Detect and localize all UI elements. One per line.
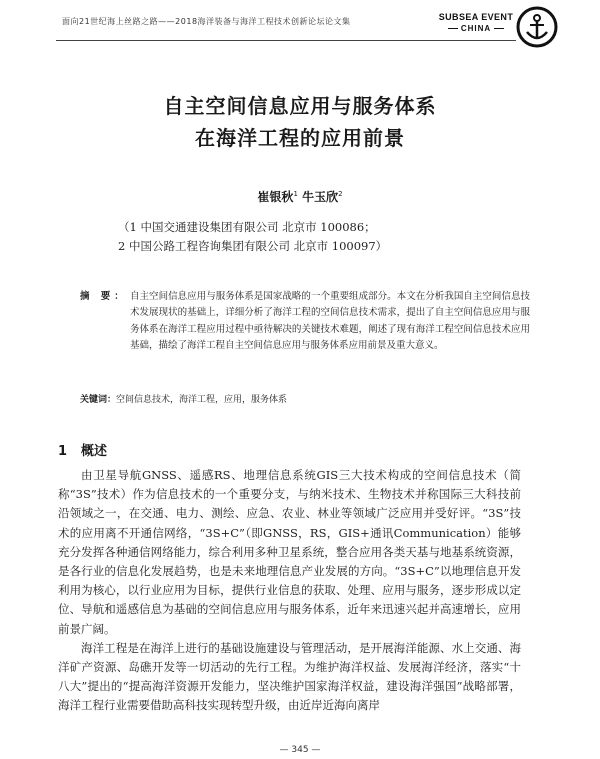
- body-text: [58, 466, 521, 716]
- abstract-label: 摘 要：: [80, 291, 128, 302]
- author-2-affiliation: 2: [338, 190, 343, 198]
- running-header: 面向21世纪海上丝路之路——2018海洋装备与海洋工程技术创新论坛论文集: [62, 17, 351, 26]
- keywords-text: 空间信息技术，海洋工程，应用，服务体系: [116, 395, 288, 405]
- title-line1: 自主空间信息应用与服务体系: [163, 94, 437, 118]
- paragraph-2: 海洋工程是在海洋上进行的基础设施建设与管理活动，是开展海洋能源、水上交通、海洋矿产资源、岛礁开发等一切活动的先行工程。为维护海洋权益、发展海洋经济，落实“十八大”提出的“提高海洋资源开发能力，坚决维护国家海洋权益，建设海洋强国”战略部署，海洋工程行业需要借助高科技实现转型升级，由近岸近海向离岸: [58, 640, 521, 713]
- page-number: — 345 —: [279, 745, 321, 755]
- section-title: 概述: [81, 444, 108, 459]
- brand-line2: CHINA: [436, 24, 516, 33]
- title-line2: 在海洋工程的应用前景: [195, 126, 405, 150]
- keywords-label: 关键词：: [80, 395, 117, 405]
- brand-mark: [436, 12, 516, 33]
- paragraph-1: 由卫星导航GNSS、遥感RS、地理信息系统GIS三大技术构成的空间信息技术（简称“3S”技术）作为信息技术的一个重要分支，与纳米技术、生物技术并称国际三大科技前沿领域之一，在交通、电力、测绘、应急、农业、林业等领域广泛应用并受好评。“3S”技术的应用离不开通信网络，“3S+C”（即GNSS，RS，GIS+通讯Communication）能够充分发挥各种通信网络能力，综合利用多种卫星系统，整合应用各类天基与地基系统资源，是各行业的信息化发展趋势，也是未来地理信息产业发展的方向。“3S+C”以地理信息开发利用为核心，以行业应用为目标，提供行业信息的获取、处理、应用与服务，逐步形成以定位、导航和遥感信息为基础的空间信息应用与服务体系，近年来迅速兴起并高速增长，应用前景广阔。: [58, 468, 521, 636]
- author-2: 牛玉欣: [302, 190, 339, 204]
- section-heading: [58, 440, 107, 459]
- author-1: 崔银秋: [257, 190, 294, 204]
- header-divider: [56, 40, 516, 41]
- abstract-text: 自主空间信息应用与服务体系是国家战略的一个重要组成部分。本文在分析我国自主空间信息技术发展现状的基础上，详细分析了海洋工程的空间信息技术需求，提出了自主空间信息应用与服务体系在海洋工程应用过程中亟待解决的关键技术难题，阐述了现有海洋工程空间信息技术应用基础，描绘了海洋工程自主空间信息应用与服务体系应用前景及重大意义。: [130, 291, 530, 351]
- keywords: [80, 393, 530, 407]
- affiliation-1: （1 中国交通建设集团有限公司 北京市 100086；: [118, 220, 376, 234]
- affiliation-2: 2 中国公路工程咨询集团有限公司 北京市 100097）: [118, 239, 388, 253]
- author-1-affiliation: 1: [293, 190, 298, 198]
- abstract: [80, 289, 530, 354]
- section-number: 1: [58, 444, 68, 459]
- paper-title: [0, 90, 600, 154]
- authors: [0, 188, 600, 205]
- brand-line1: SUBSEA EVENT: [438, 12, 514, 22]
- anchor-logo-icon: [516, 6, 558, 48]
- affiliations: [118, 218, 498, 256]
